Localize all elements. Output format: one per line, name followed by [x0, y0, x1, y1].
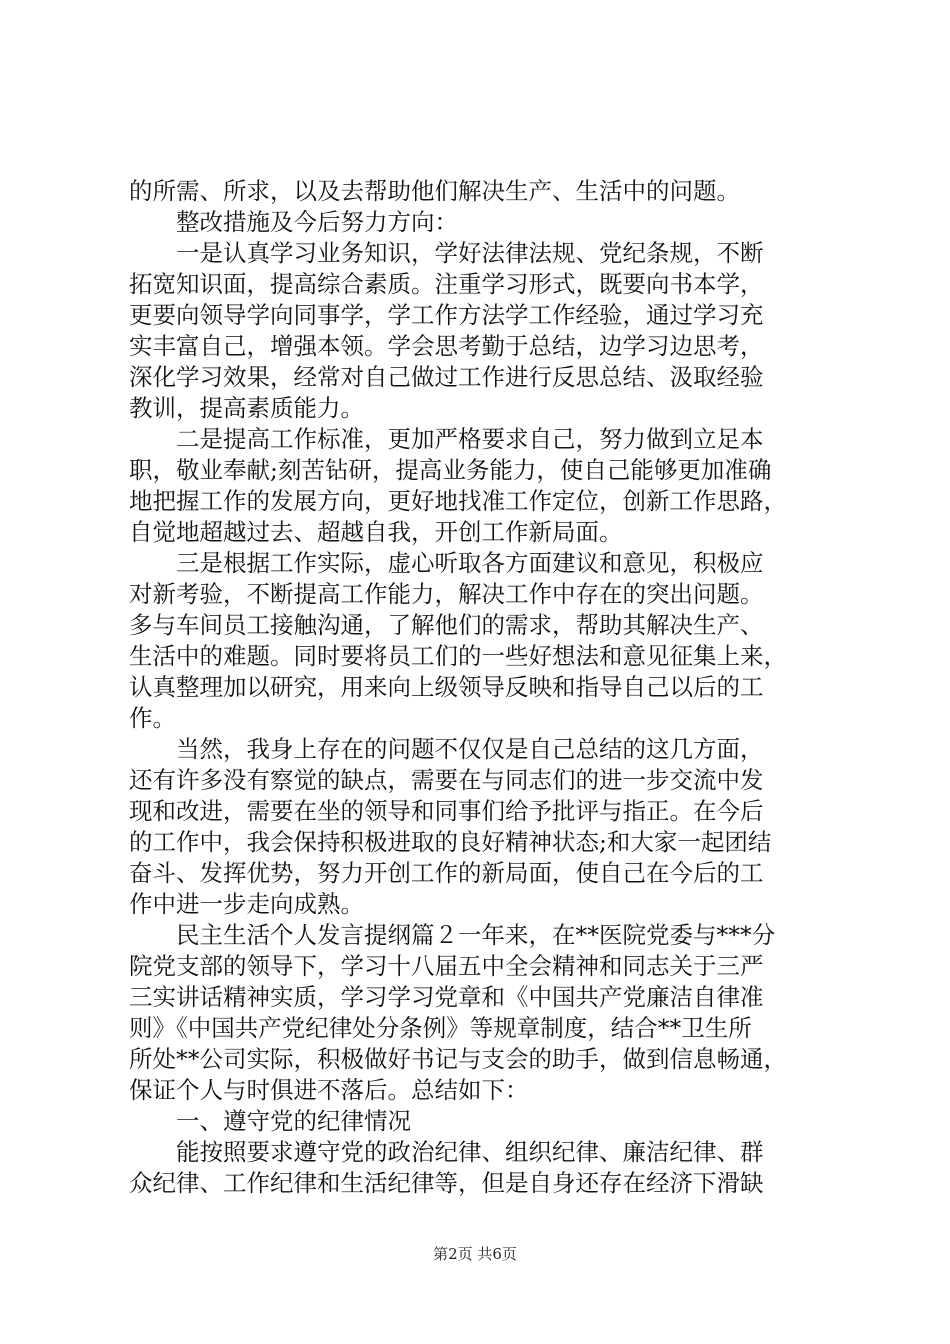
text-line: 则》《中国共产党纪律处分条例》等规章制度，结合**卫生所 [129, 1014, 752, 1042]
text-line: 教训，提高素质能力。 [129, 394, 364, 422]
text-line: 认真整理加以研究，用来向上级领导反映和指导自己以后的工 [129, 673, 764, 701]
text-line: 自觉地超越过去、超越自我，开创工作新局面。 [129, 518, 623, 546]
section-heading: 一、遵守党的纪律情况 [176, 1107, 411, 1135]
text-line: 奋斗、发挥优势，努力开创工作的新局面，使自己在今后的工 [129, 859, 764, 887]
text-line: 的工作中，我会保持积极进取的良好精神状态;和大家一起团结 [129, 828, 772, 856]
text-line: 三实讲话精神实质，学习学习党章和《中国共产党廉洁自律准 [129, 983, 764, 1011]
text-line: 所处**公司实际，积极做好书记与支会的助手，做到信息畅通， [129, 1045, 787, 1073]
text-line: 职，敬业奉献;刻苦钻研，提高业务能力，使自己能够更加准确 [129, 456, 772, 484]
text-line: 院党支部的领导下，学习十八届五中全会精神和同志关于三严 [129, 952, 764, 980]
text-line: 多与车间员工接触沟通，了解他们的需求，帮助其解决生产、 [129, 611, 764, 639]
text-line: 民主生活个人发言提纲篇２一年来，在**医院党委与***分 [176, 921, 776, 949]
text-line: 当然，我身上存在的问题不仅仅是自己总结的这几方面， [176, 735, 764, 763]
text-line: 现和改进，需要在坐的领导和同事们给予批评与指正。在今后 [129, 797, 764, 825]
text-line: 一是认真学习业务知识，学好法律法规、党纪条规，不断 [176, 239, 764, 267]
text-line: 深化学习效果，经常对自己做过工作进行反思总结、汲取经验 [129, 363, 764, 391]
text-line: 更要向领导学向同事学，学工作方法学工作经验，通过学习充 [129, 301, 764, 329]
text-line: 作中进一步走向成熟。 [129, 890, 364, 918]
text-line: 生活中的难题。同时要将员工们的一些好想法和意见征集上来， [129, 642, 787, 670]
page-footer: 第2页 共6页 [433, 1245, 517, 1263]
section-heading: 整改措施及今后努力方向： [176, 208, 458, 236]
text-line: 拓宽知识面，提高综合素质。注重学习形式，既要向书本学， [129, 270, 764, 298]
text-line: 实丰富自己，增强本领。学会思考勤于总结，边学习边思考， [129, 332, 764, 360]
text-line: 作。 [129, 704, 176, 732]
text-line: 二是提高工作标准，更加严格要求自己，努力做到立足本 [176, 425, 764, 453]
text-line: 的所需、所求，以及去帮助他们解决生产、生活中的问题。 [129, 177, 740, 205]
text-line: 众纪律、工作纪律和生活纪律等，但是自身还存在经济下滑缺 [129, 1169, 764, 1197]
text-line: 能按照要求遵守党的政治纪律、组织纪律、廉洁纪律、群 [176, 1138, 764, 1166]
text-line: 三是根据工作实际，虚心听取各方面建议和意见，积极应 [176, 549, 764, 577]
text-line: 还有许多没有察觉的缺点，需要在与同志们的进一步交流中发 [129, 766, 764, 794]
text-line: 保证个人与时俱进不落后。总结如下： [129, 1076, 529, 1104]
text-line: 对新考验，不断提高工作能力，解决工作中存在的突出问题。 [129, 580, 764, 608]
text-line: 地把握工作的发展方向，更好地找准工作定位，创新工作思路， [129, 487, 787, 515]
